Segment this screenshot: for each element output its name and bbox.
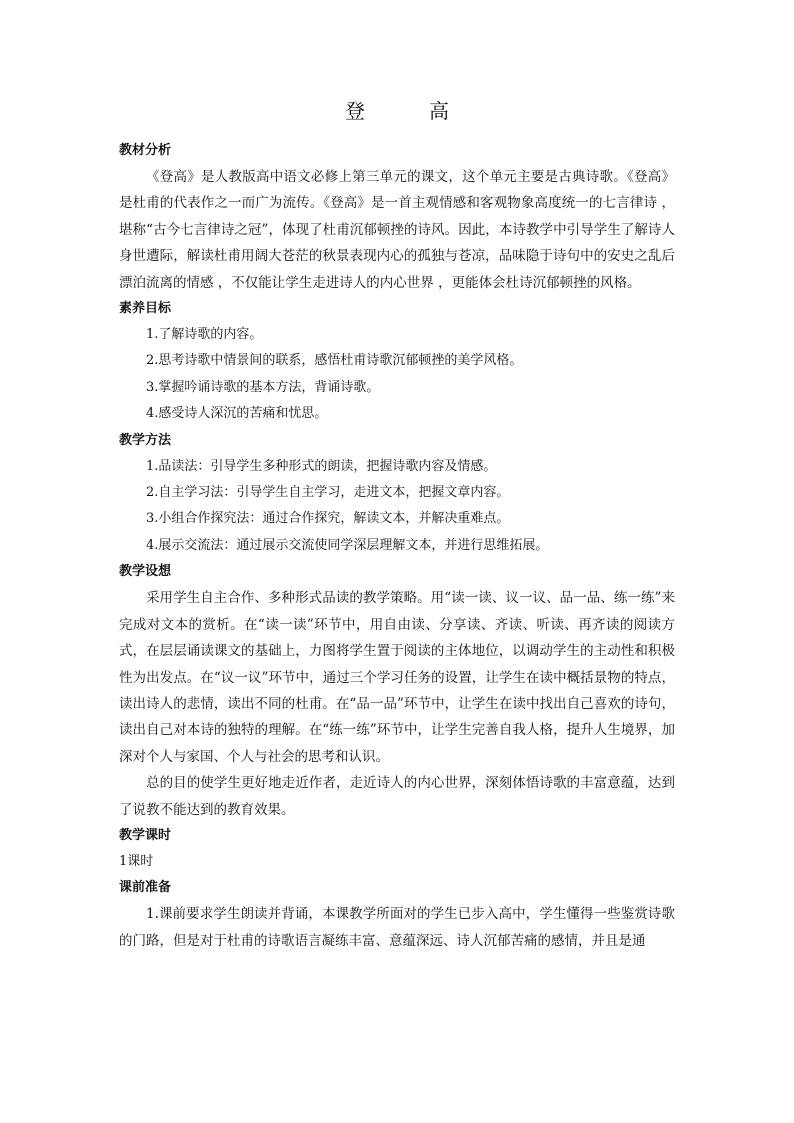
goal-item: 2.思考诗歌中情景间的联系，感悟杜甫诗歌沉郁顿挫的美学风格。 [146,353,523,369]
section-heading-hours: 教学课时 [119,827,172,843]
section-heading-methods: 教学方法 [119,432,172,448]
document-title: 登 高 [345,99,471,123]
section-heading-design: 教学设想 [119,564,172,580]
hours-text: 1课时 [119,853,154,869]
section-heading-analysis: 教材分析 [119,143,172,158]
method-item: 4.展示交流法：通过展示交流使同学深层理解文本，并进行思维拓展。 [146,537,549,553]
section-heading-goals: 素养目标 [119,301,172,317]
goal-item: 4.感受诗人深沉的苦痛和忧思。 [146,406,328,422]
document-page [119,96,675,954]
preparation-paragraph: 1.课前要求学生朗读并背诵，本课教学所面对的学生已步入高中，学生懂得一些鉴赏诗歌的门路，但是对于杜甫的诗歌语言凝练丰富、意蕴深远、诗人沉郁苦痛的感情，并且是通 [119,906,675,949]
design-paragraph: 总的目的使学生更好地走近作者，走近诗人的内心世界，深刻体悟诗歌的丰富意蕴，达到了说教不能达到的教育效果。 [119,775,675,818]
method-item: 1.品读法：引导学生多种形式的朗读，把握诗歌内容及情感。 [146,458,497,474]
section-heading-preparation: 课前准备 [119,880,172,896]
goal-item: 3.掌握吟诵诗歌的基本方法，背诵诗歌。 [146,379,380,395]
goal-item: 1.了解诗歌的内容。 [146,327,263,343]
method-item: 2.自主学习法：引导学生自主学习，走进文本，把握文章内容。 [146,485,510,501]
method-item: 3.小组合作探究法：通过合作探究，解读文本，并解决重难点。 [146,511,510,527]
analysis-paragraph: 《登高》是人教版高中语文必修上第三单元的课文，这个单元主要是古典诗歌。《登高》是杜甫的代表作之一而广为流传。《登高》是一首主观情感和客观物象高度统一的七言律诗 ，堪称“古今七言律诗之冠”，体现了杜甫沉郁顿挫的诗风。因此，本诗教学中引导学生了解诗人身世遭际，解读杜甫用阔大苍茫的秋景表现内心的孤独与苍凉，品味隐于诗句中的安史之乱后漂泊流离的情感 ，不仅能让学生走进诗人的内心世界 ，更能体会杜诗沉郁顿挫的风格。 [119,169,675,291]
design-paragraph: 采用学生自主合作、多种形式品读的教学策略。用“读一读、议一议、品一品、练一练”来完成对文本的赏析。在“读一读”环节中，用自由读、分享读、齐读、听读、再齐读的阅读方式，在层层诵读课文的基础上，力图将学生置于阅读的主体地位，以调动学生的主动性和积极性为出发点。在“议一议”环节中，通过三个学习任务的设置，让学生在读中概括景物的特点，读出诗人的悲情，读出不同的杜甫。在“品一品”环节中，让学生在读中找出自己喜欢的诗句，读出自己对本诗的独特的理解。在“练一练”环节中，让学生完善自我人格，提升人生境界，加深对个人与家国、个人与社会的思考和认识。 [119,590,675,765]
